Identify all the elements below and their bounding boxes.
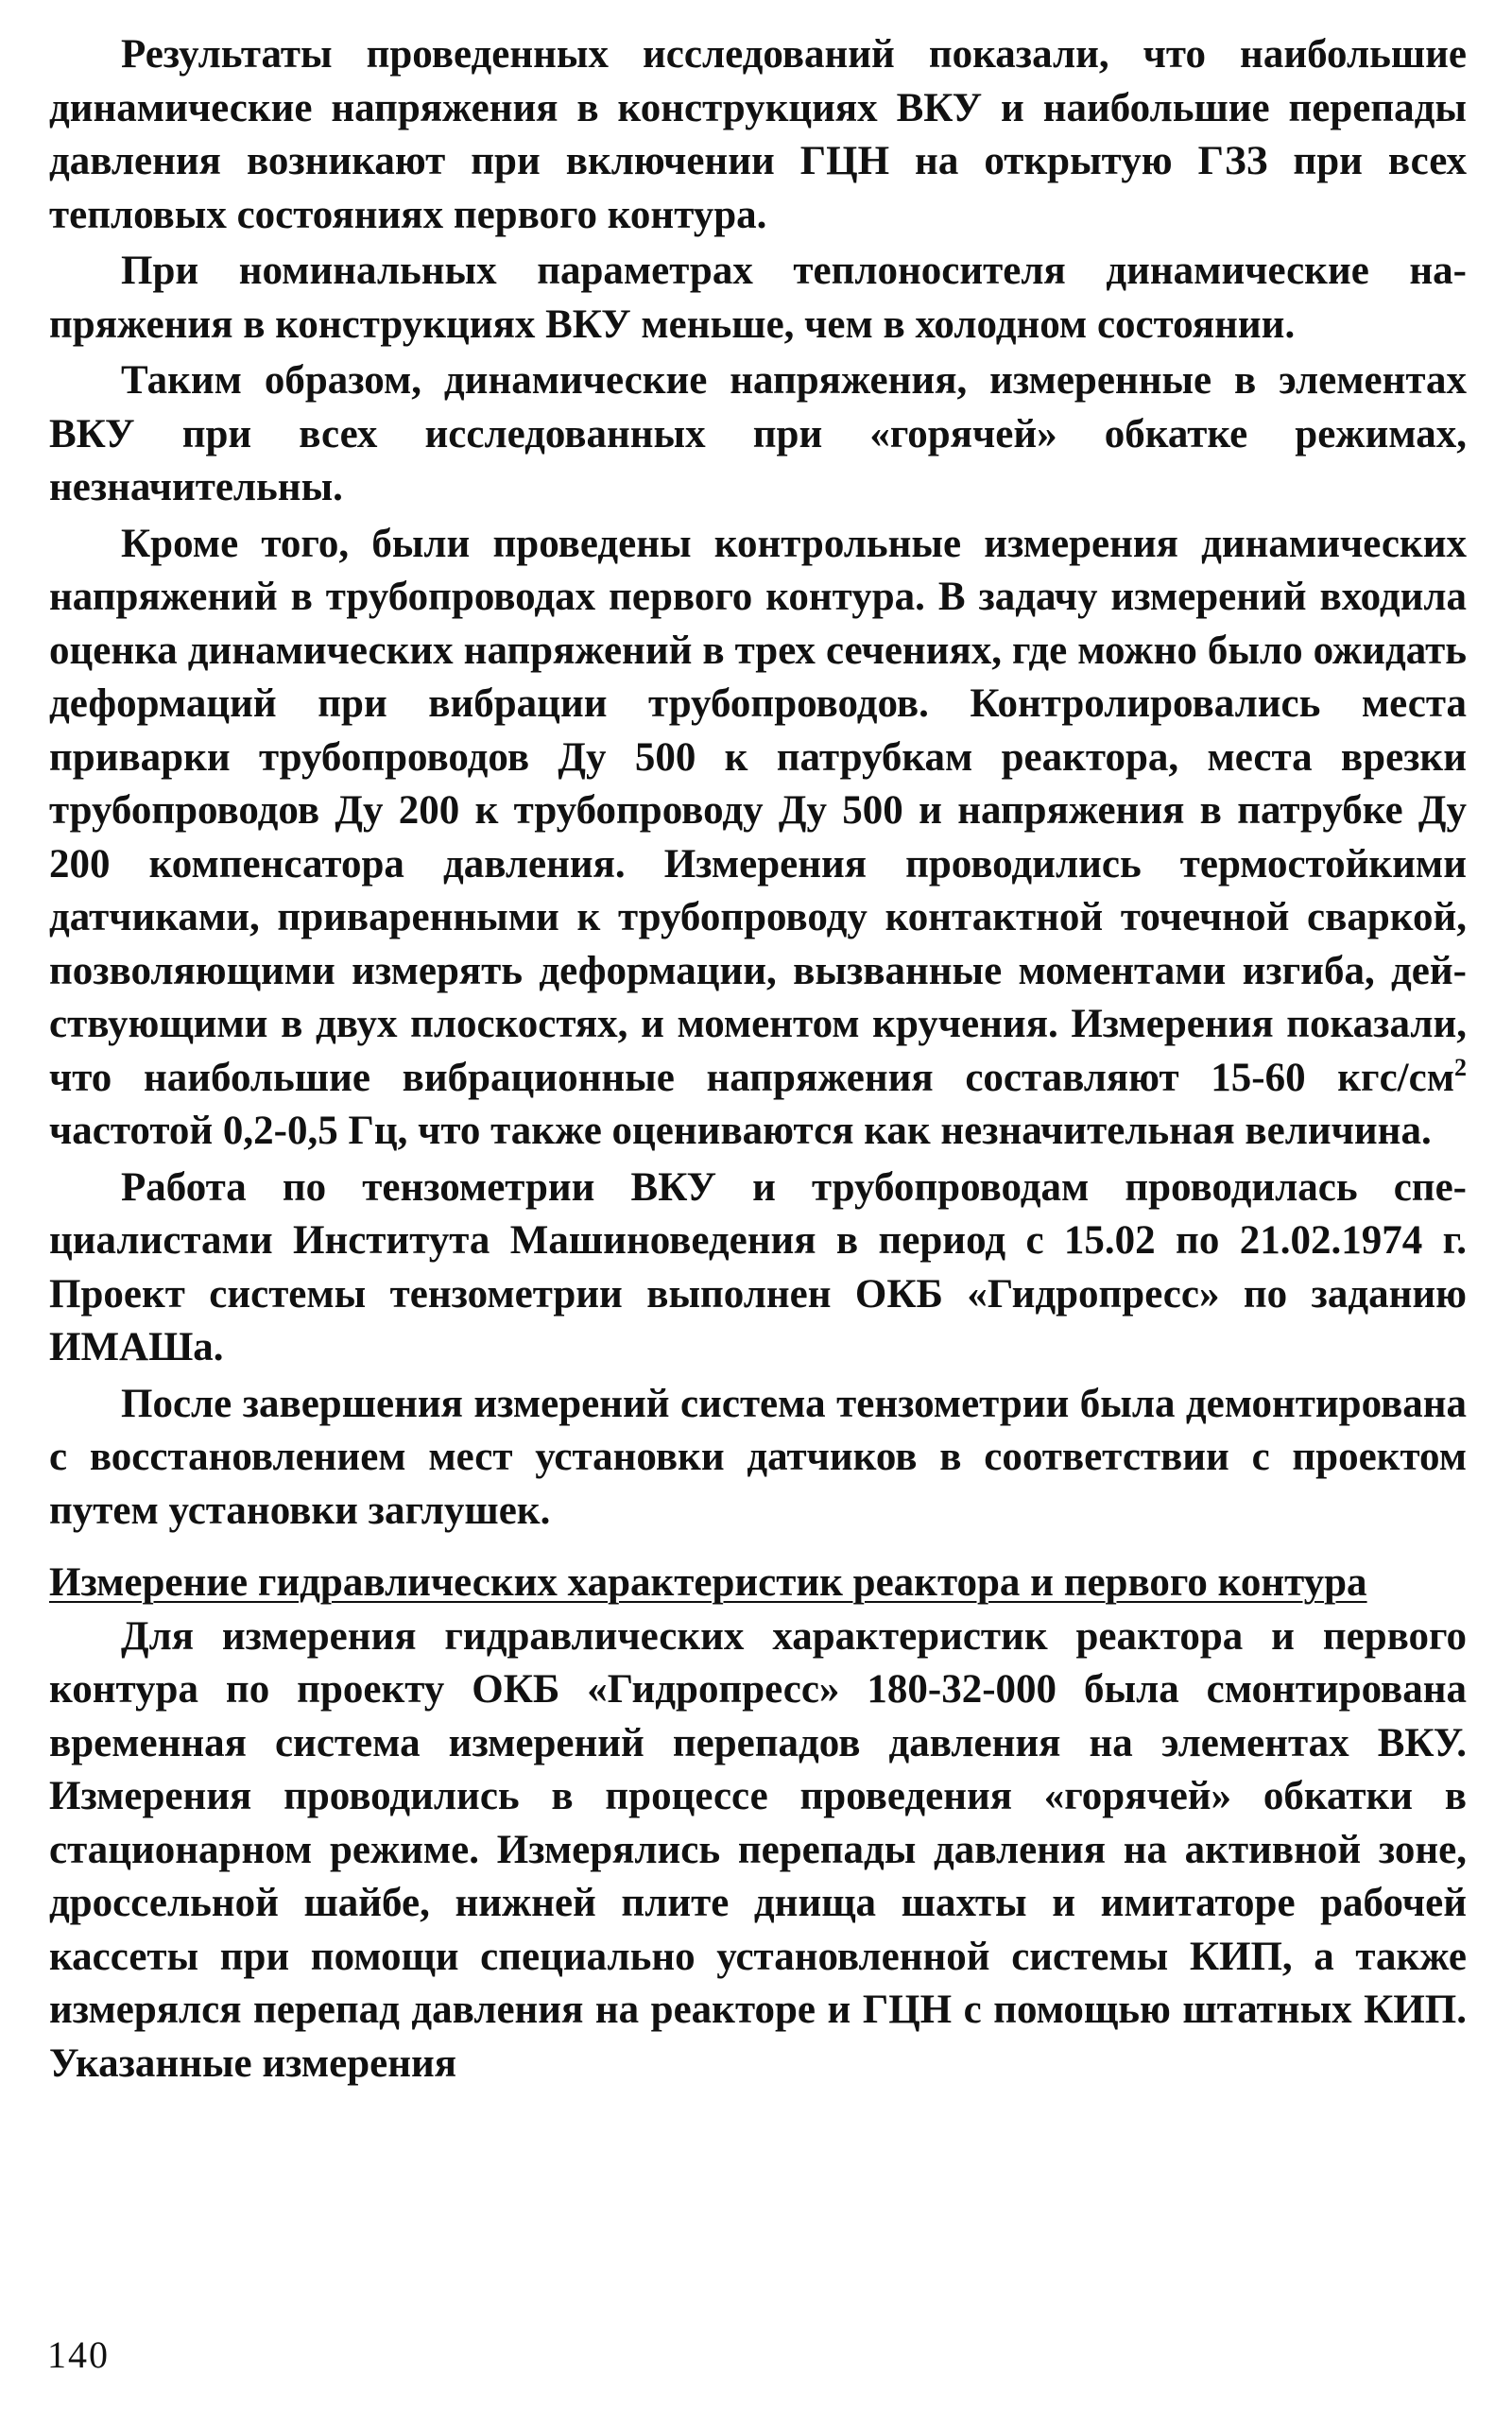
- paragraph-tensometry-work: Работа по тензометрии ВКУ и трубопроводам проводилась специалистами Института Машиноведения в период с 15.02 по 21.02.1974 г. Проект системы тензометрии выполнен ОКБ «Гидропресс» по заданию ИМАШа.: [49, 1164, 1467, 1369]
- paragraph-dismantling: После завершения измерений система тензометрии была демонтирована с восстановлением мест установки датчиков в соответствии с проектом путем установки заглушек.: [49, 1381, 1467, 1533]
- pipeline-text-end: частотой 0,2-0,5 Гц, что также оцениваются как незначительная величина.: [49, 1109, 1432, 1153]
- paragraph-results: Результаты проведенных исследований показали, что наибольшие динамические напряжения в конструкциях ВКУ и наибольшие перепады давления возникают при включении ГЦН на открытую ГЗЗ при всех тепловых состояниях первого контура.: [49, 32, 1467, 237]
- paragraph-nominal-parameters: При номинальных параметрах теплоносителя динамические напряжения в конструкциях ВКУ меньше, чем в холодном состоянии.: [49, 249, 1467, 347]
- text-column: [49, 28, 1467, 2093]
- paragraph-conclusion: Таким образом, динамические напряжения, измеренные в элементах ВКУ при всех исследованных при «горячей» обкатке режимах, незначительны.: [49, 358, 1467, 509]
- section-heading: Измерение гидравлических характеристик реактора и первого контура: [49, 1560, 1367, 1605]
- superscript-square: 2: [1454, 1053, 1467, 1081]
- paragraph-hydraulic-measurements: Для измерения гидравлических характеристик реактора и первого контура по проекту ОКБ «Гидропресс» 180-32-000 была смонтирована временная система измерений перепадов давления на элементах ВКУ. Измерения проводились в процессе проведения «горячей» обкатки в стационарном режиме. Измерялись перепады давления на активной зоне, дроссельной шайбе, нижней плите днища шахты и имитаторе рабочей кассеты при помощи специально установленной системы КИП, а также измерялся перепад давления на реакторе и ГЦН с помощью штатных КИП. Указанные измерения: [49, 1613, 1467, 2086]
- pipeline-text-start: Кроме того, были проведены контрольные измерения динамических напряжений в трубопроводах первого контура. В задачу измерений входила оценка динамических напряжений в трех сечениях, где можно было ожидать деформаций при вибрации трубопроводов. Контролировались места приварки трубопроводов Ду 500 к патрубкам реактора, места врезки трубопроводов Ду 200 к трубопроводу Ду 500 и напряжения в патрубке Ду 200 компенсатора давления. Измерения проводились термостойкими датчиками, приваренными к трубопроводу контактной точечной сваркой, позволяющими измерять деформации, вызванные моментами изгиба, действующими в двух плоскостях, и моментом кручения. Измерения показали, что наибольшие вибрационные напряжения составляют 15-60 кгс/см: [49, 521, 1467, 1100]
- page-number: 140: [47, 2333, 110, 2376]
- paragraph-pipeline-measurements: [49, 518, 1467, 1159]
